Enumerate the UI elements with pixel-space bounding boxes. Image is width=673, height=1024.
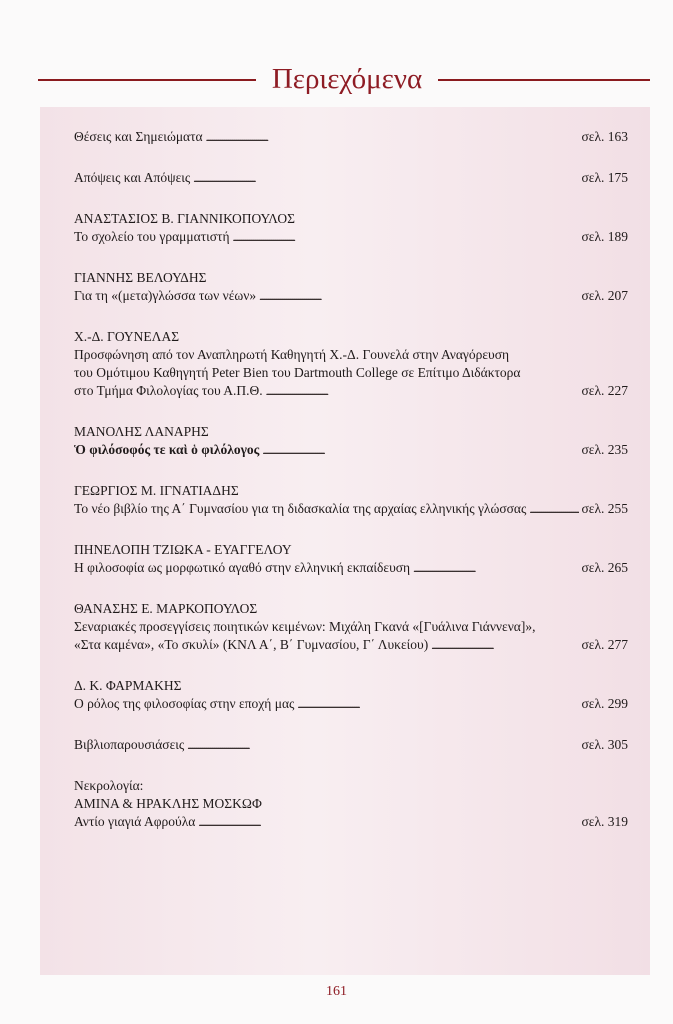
entry-title: Η φιλοσοφία ως μορφωτικό αγαθό στην ελληνική εκπαίδευση [74, 560, 411, 575]
dot-leader [187, 736, 578, 756]
entry-author: Χ.-Δ. ΓΟΥΝΕΛΑΣ [74, 329, 180, 344]
entry-title: Το σχολείο του γραμματιστή [74, 229, 230, 244]
toc-line [74, 736, 628, 756]
entry-page: σελ. 265 [581, 560, 628, 575]
entry-author: ΠΗΝΕΛΟΠΗ ΤΖΙΩΚΑ - ΕΥΑΓΓΕΛΟΥ [74, 542, 292, 557]
toc-entry[interactable] [74, 423, 628, 461]
entry-title: Ὁ φιλόσοφός τε καὶ ὁ φιλόλογος [74, 442, 260, 457]
title-row [38, 62, 650, 98]
toc-entry[interactable] [74, 169, 628, 189]
entry-author: ΑΝΑΣΤΑΣΙΟΣ Β. ΓΙΑΝΝΙΚΟΠΟΥΛΟΣ [74, 211, 295, 226]
entry-page: σελ. 299 [581, 696, 628, 711]
dot-leader [529, 500, 578, 520]
toc-line [74, 169, 628, 189]
entry-title: Το νέο βιβλίο της Α΄ Γυμνασίου για τη διδασκαλία της αρχαίας ελληνικής γλώσσας [74, 501, 527, 516]
page-number: 161 [326, 984, 347, 999]
entry-page: σελ. 227 [581, 383, 628, 398]
dot-leader [431, 636, 578, 656]
toc-entry[interactable] [74, 128, 628, 148]
toc-entry[interactable] [74, 677, 628, 715]
entry-author: Δ. Κ. ΦΑΡΜΑΚΗΣ [74, 678, 182, 693]
toc-line [74, 228, 628, 248]
toc-line [74, 128, 628, 148]
dot-leader [266, 382, 579, 402]
toc-line [74, 813, 628, 833]
entry-page: σελ. 235 [581, 442, 628, 457]
dot-leader [233, 228, 579, 248]
toc-line [74, 559, 628, 579]
toc-entry[interactable] [74, 210, 628, 248]
entry-author: ΜΑΝΟΛΗΣ ΛΑΝΑΡΗΣ [74, 424, 209, 439]
dot-leader [198, 813, 578, 833]
entry-title: «Στα καμένα», «Το σκυλί» (ΚΝΛ Α΄, Β΄ Γυμνασίου, Γ΄ Λυκείου) [74, 637, 429, 652]
page-title: Περιεχόμενα [271, 63, 423, 95]
entry-title: στο Τμήμα Φιλολογίας του Α.Π.Θ. [74, 383, 263, 398]
entry-page: σελ. 207 [581, 288, 628, 303]
entry-page: σελ. 255 [581, 501, 628, 516]
entry-page: σελ. 277 [581, 637, 628, 652]
toc-entry[interactable] [74, 269, 628, 307]
dot-leader [297, 695, 578, 715]
entry-title: Αντίο γιαγιά Αφρούλα [74, 814, 196, 829]
entry-author: ΘΑΝΑΣΗΣ Ε. ΜΑΡΚΟΠΟΥΛΟΣ [74, 601, 258, 616]
table-of-contents [74, 128, 628, 854]
toc-line [74, 382, 628, 402]
toc-entry[interactable] [74, 600, 628, 656]
entry-section: Νεκρολογία: [74, 778, 144, 793]
dot-leader [413, 559, 578, 579]
title-rule-right [438, 79, 650, 81]
toc-entry[interactable] [74, 736, 628, 756]
entry-page: σελ. 319 [581, 814, 628, 829]
entry-title-line: Προσφώνηση από τον Αναπληρωτή Καθηγητή Χ.-Δ. Γουνελά στην Αναγόρευση [74, 347, 510, 362]
dot-leader [259, 287, 578, 307]
dot-leader [193, 169, 578, 189]
entry-title: Βιβλιοπαρουσιάσεις [74, 737, 185, 752]
entry-author: ΓΕΩΡΓΙΟΣ Μ. ΙΓΝΑΤΙΑΔΗΣ [74, 483, 239, 498]
entry-title: Απόψεις και Απόψεις [74, 170, 191, 185]
entry-page: σελ. 189 [581, 229, 628, 244]
toc-line [74, 500, 628, 520]
entry-page: σελ. 175 [581, 170, 628, 185]
entry-title-line: του Ομότιμου Καθηγητή Peter Bien του Dartmouth College σε Επίτιμο Διδάκτορα [74, 365, 521, 380]
entry-page: σελ. 305 [581, 737, 628, 752]
entry-title: Για τη «(μετα)γλώσσα των νέων» [74, 288, 257, 303]
toc-line [74, 287, 628, 307]
toc-entry[interactable] [74, 328, 628, 402]
toc-entry[interactable] [74, 777, 628, 833]
dot-leader [262, 441, 578, 461]
entry-author: ΓΙΑΝΝΗΣ ΒΕΛΟΥΔΗΣ [74, 270, 207, 285]
toc-line [74, 636, 628, 656]
entry-title-line: Σεναριακές προσεγγίσεις ποιητικών κειμένων: Μιχάλη Γκανά «[Γυάλινα Γιάννενα]», [74, 619, 536, 634]
entry-author: ΑΜΙΝΑ & ΗΡΑΚΛΗΣ ΜΟΣΚΩΦ [74, 796, 262, 811]
toc-line [74, 441, 628, 461]
toc-entry[interactable] [74, 541, 628, 579]
toc-entry[interactable] [74, 482, 628, 520]
toc-line [74, 695, 628, 715]
entry-page: σελ. 163 [581, 129, 628, 144]
entry-title: Ο ρόλος της φιλοσοφίας στην εποχή μας [74, 696, 295, 711]
title-rule-left [38, 79, 256, 81]
dot-leader [206, 128, 579, 148]
entry-title: Θέσεις και Σημειώματα [74, 129, 203, 144]
